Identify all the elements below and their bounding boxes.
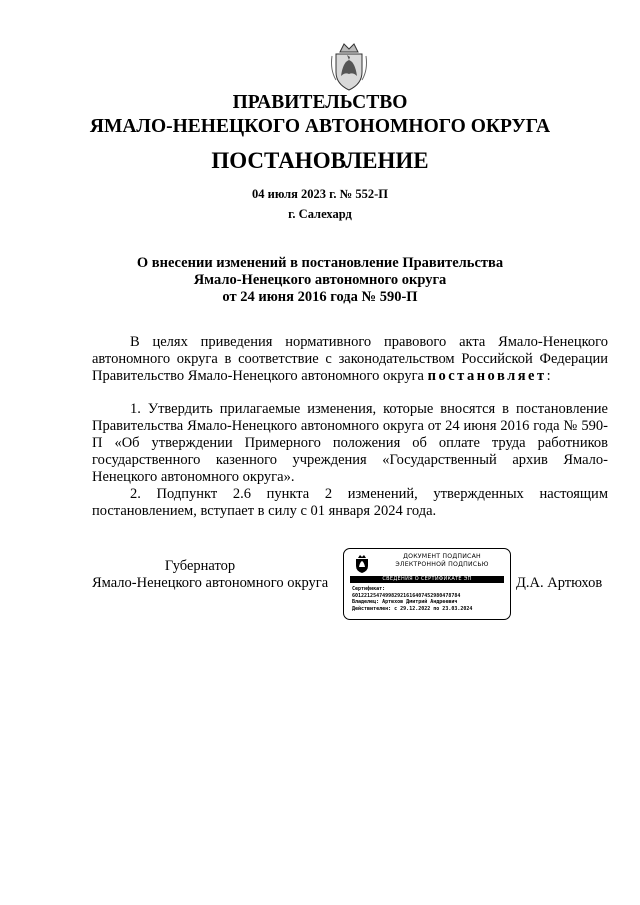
preamble-colon: : <box>546 368 551 384</box>
signatory-title-line2: Ямало-Ненецкого автономного округа <box>92 575 329 591</box>
preamble <box>92 334 608 385</box>
subject-line2: Ямало-Ненецкого автономного округа <box>193 272 447 288</box>
date-number: 04 июля 2023 г. № 552-П <box>252 187 388 201</box>
resolution-points <box>92 401 608 520</box>
preamble-paragraph <box>92 334 608 385</box>
stamp-title-line1: ДОКУМЕНТ ПОДПИСАН <box>403 553 481 560</box>
point-1: 1. Утвердить прилагаемые изменения, которые вносятся в постановление Правительства Ямало-Ненецкого автономного округа от 24 июня 2016 года № 590-П «Об утверждении Примерного положения об оплате труда работников государственного казенного учреждения «Государственный архив Ямало-Ненецкого автономного округа». <box>92 401 608 485</box>
stamp-cert-label: Сертификат: <box>352 586 386 592</box>
point-2: 2. Подпункт 2.6 пункта 2 изменений, утвержденных настоящим постановлением, вступает в силу с 01 января 2024 года. <box>92 486 608 519</box>
subject-line1: О внесении изменений в постановление Правительства <box>136 255 504 271</box>
government-title-line2: ЯМАЛО-НЕНЕЦКОГО АВТОНОМНОГО ОКРУГА <box>89 116 551 137</box>
stamp-certificate-bar: СВЕДЕНИЯ О СЕРТИФИКАТЕ ЭП <box>350 576 504 583</box>
stamp-title <box>378 553 506 569</box>
electronic-signature-stamp <box>343 548 511 620</box>
signatory-title <box>92 558 342 592</box>
government-title-line1: ПРАВИТЕЛЬСТВО <box>232 92 408 113</box>
subject-line3: от 24 июня 2016 года № 590-П <box>222 289 418 305</box>
stamp-valid: Действителен: с 29.12.2022 по 23.03.2024 <box>352 605 473 612</box>
signatory-name: Д.А. Артюхов <box>516 575 603 591</box>
preamble-text: В целях приведения нормативного правового акта Ямало-Ненецкого автономного округа в соответствие с законодательством Российской Федерации Правительство Ямало-Ненецкого автономного округа <box>92 334 608 384</box>
stamp-emblem-icon <box>354 554 370 574</box>
stamp-certificate-details <box>352 586 508 612</box>
stamp-owner: Владелец: Артюхов Дмитрий Андреевич <box>352 599 458 606</box>
coat-of-arms-emblem <box>328 40 370 92</box>
document-type: ПОСТАНОВЛЕНИЕ <box>211 148 429 173</box>
government-name <box>0 91 640 139</box>
city: г. Салехард <box>288 207 352 221</box>
stamp-cert-number: 601221254749982921616407452980478784 <box>352 592 461 599</box>
signatory-title-line1: Губернатор <box>164 558 236 574</box>
resolves-word: постановляет <box>427 368 547 384</box>
stamp-title-line2: ЭЛЕКТРОННОЙ ПОДПИСЬЮ <box>395 561 489 568</box>
document-subject <box>0 255 640 306</box>
